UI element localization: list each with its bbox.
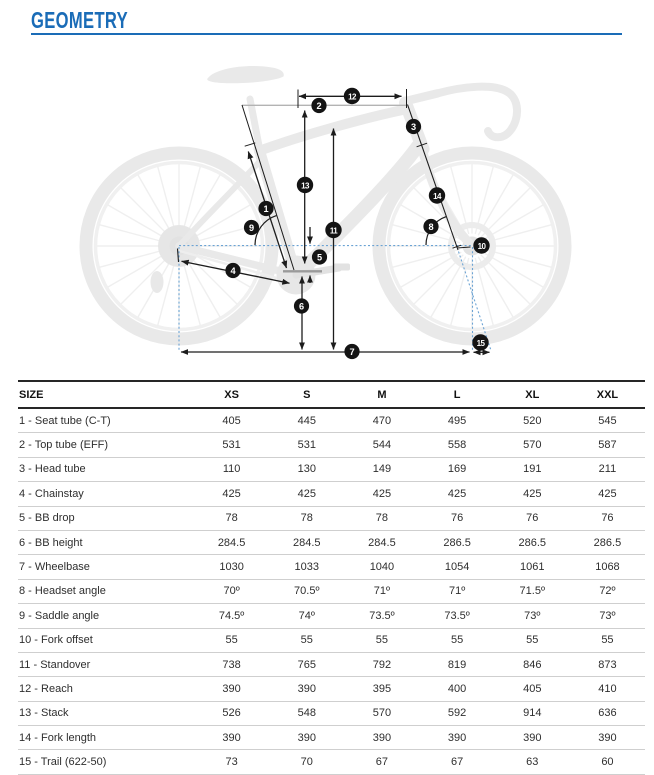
row-label: 1 - Seat tube (C-T): [19, 414, 111, 427]
cell: 410: [598, 682, 617, 695]
cell: 71º: [373, 585, 391, 598]
svg-text:1: 1: [263, 203, 269, 214]
cell: 587: [598, 439, 617, 452]
cell: 286.5: [518, 536, 547, 549]
row-label: 13 - Stack: [19, 707, 69, 720]
row-label: 9 - Saddle angle: [19, 609, 100, 622]
marker-3: [406, 119, 421, 134]
cell: 76: [601, 512, 614, 525]
cell: 71º: [448, 585, 466, 598]
cell: XL: [525, 388, 540, 401]
cell: 284.5: [292, 536, 321, 549]
cell: XXL: [596, 388, 619, 401]
cell: 390: [372, 731, 392, 744]
table-row: [18, 382, 645, 409]
cell: 846: [523, 658, 542, 671]
table-row: [18, 726, 645, 750]
geometry-table: [18, 380, 645, 775]
svg-text:5: 5: [316, 252, 323, 263]
svg-text:9: 9: [248, 222, 255, 233]
cell: 636: [598, 707, 617, 720]
cell: 390: [447, 731, 467, 744]
svg-text:13: 13: [301, 181, 309, 191]
marker-4: [225, 263, 240, 278]
cell: 390: [222, 682, 241, 695]
cell: 55: [225, 634, 238, 647]
marker-8: [423, 219, 438, 234]
frame-icon: [179, 87, 517, 284]
row-label: 3 - Head tube: [19, 463, 86, 476]
row-label: 2 - Top tube (EFF): [19, 439, 109, 452]
marker-1: [258, 201, 273, 216]
cell: 73º: [599, 609, 616, 622]
cell: 286.5: [593, 536, 622, 549]
cell: M: [377, 388, 387, 401]
cell: 445: [297, 414, 316, 427]
cell: 55: [526, 634, 539, 647]
cell: 76: [450, 512, 464, 525]
cell: 76: [526, 512, 539, 525]
table-row: [18, 604, 645, 628]
cell: 130: [297, 463, 316, 476]
table-row: [18, 580, 645, 604]
cell: 191: [523, 463, 542, 476]
cell: 531: [222, 439, 241, 452]
svg-text:4: 4: [230, 265, 236, 276]
marker-7: [344, 344, 359, 359]
saddle-icon: [207, 66, 284, 83]
svg-text:15: 15: [476, 338, 485, 348]
cell: 390: [523, 731, 542, 744]
cell: 544: [372, 439, 392, 452]
cell: 74.5º: [218, 609, 245, 622]
cell: 55: [375, 634, 389, 647]
row-label: 10 - Fork offset: [19, 634, 93, 647]
cell: 545: [598, 414, 617, 427]
cell: 286.5: [443, 536, 471, 549]
svg-text:12: 12: [348, 92, 356, 102]
marker-13: [297, 177, 313, 193]
marker-6: [294, 298, 309, 313]
cell: 284.5: [217, 536, 246, 549]
cell: 570: [523, 439, 542, 452]
marker-12: [344, 88, 360, 104]
geometry-diagram: [0, 36, 654, 366]
cell: 765: [297, 658, 316, 671]
cell: 72º: [599, 585, 616, 598]
svg-text:3: 3: [410, 121, 417, 132]
cell: 1061: [520, 561, 545, 574]
cell: 425: [297, 487, 316, 500]
cell: 792: [372, 658, 392, 671]
table-row: [18, 433, 645, 457]
cell: 390: [598, 731, 617, 744]
cell: 390: [297, 731, 316, 744]
cell: 1030: [219, 561, 244, 574]
cell: 67: [375, 756, 389, 769]
cell: 873: [598, 658, 617, 671]
cell: 73º: [524, 609, 541, 622]
marker-5: [312, 249, 327, 264]
cell: 390: [222, 731, 241, 744]
table-row: [18, 482, 645, 506]
cell: 63: [526, 756, 539, 769]
marker-2: [311, 98, 326, 113]
cell: 110: [222, 463, 241, 476]
svg-text:7: 7: [349, 346, 355, 357]
svg-text:11: 11: [329, 226, 338, 236]
marker-11: [325, 222, 341, 238]
cell: 531: [297, 439, 316, 452]
cell: 73.5º: [369, 609, 395, 622]
cell: 55: [300, 634, 313, 647]
cell: 149: [372, 463, 392, 476]
cell: 284.5: [368, 536, 396, 549]
cell: 819: [447, 658, 467, 671]
cell: 470: [372, 414, 392, 427]
table-row: [18, 409, 645, 433]
cell: 425: [372, 487, 392, 500]
cell: 78: [225, 512, 238, 525]
cell: 914: [523, 707, 542, 720]
svg-text:6: 6: [298, 301, 305, 312]
table-row: [18, 677, 645, 701]
marker-15: [472, 334, 488, 350]
table-body: [18, 409, 645, 775]
cell: 395: [372, 682, 392, 695]
cell: 738: [222, 658, 241, 671]
cell: 425: [598, 487, 617, 500]
cell: 1033: [294, 561, 319, 574]
svg-text:2: 2: [316, 100, 322, 111]
cell: 55: [601, 634, 614, 647]
svg-text:8: 8: [428, 221, 434, 232]
cell: 73.5º: [444, 609, 470, 622]
cell: 1068: [595, 561, 620, 574]
row-label: 5 - BB drop: [19, 512, 75, 525]
cell: 211: [598, 463, 617, 476]
cell: 55: [450, 634, 464, 647]
table-row: [18, 531, 645, 555]
cell: 520: [523, 414, 542, 427]
cell: 74º: [298, 609, 315, 622]
cell: 425: [447, 487, 467, 500]
cell: 71.5º: [519, 585, 545, 598]
svg-text:10: 10: [477, 241, 486, 251]
cell: 60: [601, 756, 614, 769]
title-underline: [31, 7, 622, 35]
cell: 169: [447, 463, 467, 476]
cell: 390: [297, 682, 316, 695]
cell: 592: [447, 707, 467, 720]
cell: 526: [222, 707, 241, 720]
row-label: 14 - Fork length: [19, 731, 97, 744]
table-header: [18, 382, 645, 409]
row-label: 8 - Headset angle: [19, 585, 106, 598]
cell: 405: [222, 414, 241, 427]
cell: 405: [523, 682, 542, 695]
cell: 67: [450, 756, 464, 769]
row-label: 7 - Wheelbase: [19, 561, 90, 574]
row-label: 6 - BB height: [19, 536, 83, 549]
cell: 425: [222, 487, 241, 500]
marker-14: [429, 187, 445, 203]
table-row: [18, 507, 645, 531]
row-label: 11 - Standover: [19, 658, 91, 671]
cell: 548: [297, 707, 316, 720]
cell: 495: [447, 414, 467, 427]
svg-text:14: 14: [433, 191, 441, 201]
table-row: [18, 653, 645, 677]
cell: S: [303, 388, 311, 401]
cell: 78: [300, 512, 313, 525]
cell: 70º: [223, 585, 240, 598]
cell: 70.5º: [294, 585, 320, 598]
table-row: [18, 458, 645, 482]
row-label: 4 - Chainstay: [19, 487, 84, 500]
row-label: 15 - Trail (622-50): [19, 756, 107, 769]
cell: 570: [372, 707, 392, 720]
marker-10: [473, 237, 489, 253]
marker-9: [244, 220, 259, 235]
row-label: 12 - Reach: [19, 682, 73, 695]
cell: 1040: [369, 561, 395, 574]
cell: 73: [225, 756, 238, 769]
cell: 78: [375, 512, 389, 525]
cell: L: [453, 388, 461, 401]
cell: XS: [224, 388, 239, 401]
table-row: [18, 702, 645, 726]
page-title: GEOMETRY: [31, 7, 129, 33]
cell: 400: [447, 682, 467, 695]
cell: 70: [300, 756, 313, 769]
cell: 1054: [444, 561, 470, 574]
row-label: SIZE: [19, 388, 44, 401]
table-row: [18, 555, 645, 579]
cell: 425: [523, 487, 542, 500]
cell: 558: [447, 439, 467, 452]
table-row: [18, 629, 645, 653]
